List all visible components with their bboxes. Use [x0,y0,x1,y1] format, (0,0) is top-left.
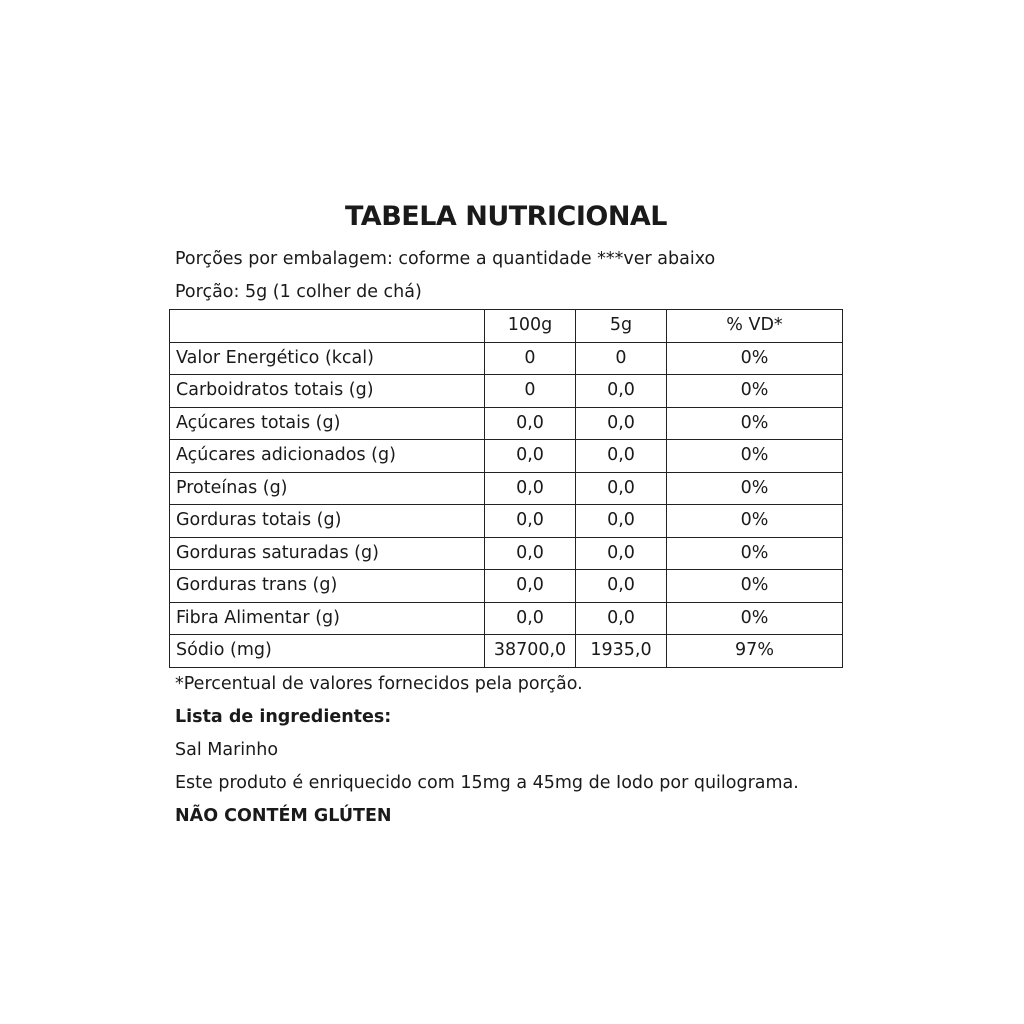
value-100g: 0,0 [485,570,576,603]
value-vd: 0% [667,342,843,375]
value-5g: 0,0 [576,537,667,570]
table-row [170,472,843,505]
nutrient-name: Valor Energético (kcal) [170,342,485,375]
value-5g: 0,0 [576,407,667,440]
nutrient-name: Gorduras saturadas (g) [170,537,485,570]
gluten-warning: NÃO CONTÉM GLÚTEN [175,805,392,826]
value-vd: 0% [667,375,843,408]
value-100g: 0,0 [485,537,576,570]
value-100g: 38700,0 [485,635,576,668]
value-5g: 0,0 [576,375,667,408]
table-header-row [170,310,843,343]
value-5g: 0,0 [576,440,667,473]
value-100g: 0,0 [485,472,576,505]
table-row [170,342,843,375]
ingredients-heading: Lista de ingredientes: [175,706,392,727]
value-5g: 0,0 [576,570,667,603]
value-100g: 0,0 [485,440,576,473]
value-5g: 0,0 [576,505,667,538]
value-vd: 97% [667,635,843,668]
iodine-note: Este produto é enriquecido com 15mg a 45mg de Iodo por quilograma. [175,772,799,793]
value-vd: 0% [667,505,843,538]
value-5g: 0,0 [576,602,667,635]
value-vd: 0% [667,537,843,570]
table-row [170,602,843,635]
table-row [170,570,843,603]
value-100g: 0 [485,342,576,375]
nutrient-name: Carboidratos totais (g) [170,375,485,408]
table-row [170,505,843,538]
table-row [170,635,843,668]
table-row [170,407,843,440]
value-vd: 0% [667,570,843,603]
nutrient-name: Gorduras trans (g) [170,570,485,603]
label-title: TABELA NUTRICIONAL [344,201,668,232]
nutrient-name: Fibra Alimentar (g) [170,602,485,635]
nutrient-name: Gorduras totais (g) [170,505,485,538]
value-5g: 0,0 [576,472,667,505]
header-cell-5g: 5g [576,310,667,343]
value-5g: 1935,0 [576,635,667,668]
header-cell-100g: 100g [485,310,576,343]
value-vd: 0% [667,440,843,473]
header-cell-name [170,310,485,343]
nutrition-label [169,199,849,833]
value-vd: 0% [667,407,843,440]
nutrient-name: Açúcares adicionados (g) [170,440,485,473]
vd-footnote: *Percentual de valores fornecidos pela porção. [175,673,583,694]
table-row [170,440,843,473]
table-row [170,537,843,570]
table-row [170,375,843,408]
nutrition-table [169,309,843,668]
value-5g: 0 [576,342,667,375]
value-100g: 0 [485,375,576,408]
nutrient-name: Açúcares totais (g) [170,407,485,440]
value-100g: 0,0 [485,407,576,440]
value-vd: 0% [667,472,843,505]
value-vd: 0% [667,602,843,635]
value-100g: 0,0 [485,602,576,635]
ingredients-list: Sal Marinho [175,739,279,760]
nutrient-name: Sódio (mg) [170,635,485,668]
value-100g: 0,0 [485,505,576,538]
header-cell-vd: % VD* [667,310,843,343]
serving-size: Porção: 5g (1 colher de chá) [175,282,422,302]
portions-per-package: Porções por embalagem: coforme a quantidade ***ver abaixo [175,249,716,269]
nutrient-name: Proteínas (g) [170,472,485,505]
